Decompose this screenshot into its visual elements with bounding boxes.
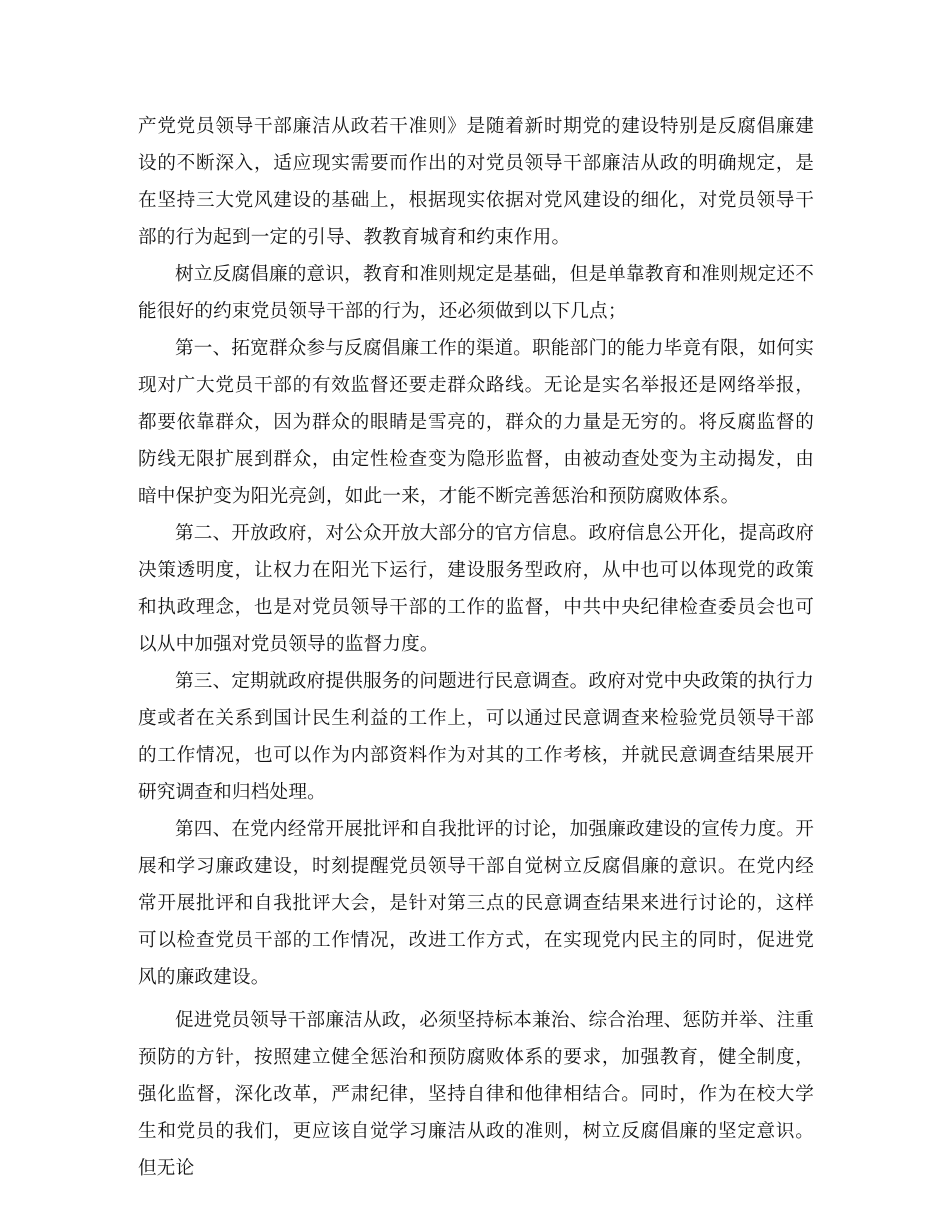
document-body: [138, 108, 814, 1187]
paragraph-point-3: 第三、定期就政府提供服务的问题进行民意调查。政府对党中央政策的执行力度或者在关系到国计民生利益的工作上，可以通过民意调查来检验党员领导干部的工作情况，也可以作为内部资料作为对其的工作考核，并就民意调查结果展开研究调查和归档处理。: [138, 671, 814, 803]
paragraph-point-2: 第二、开放政府，对公众开放大部分的官方信息。政府信息公开化，提高政府决策透明度，让权力在阳光下运行，建设服务型政府，从中也可以体现党的政策和执政理念，也是对党员领导干部的工作的监督，中共中央纪律检查委员会也可以从中加强对党员领导的监督力度。: [138, 523, 814, 655]
paragraph-awareness: 树立反腐倡廉的意识，教育和准则规定是基础，但是单靠教育和准则规定还不能很好的约束党员领导干部的行为，还必须做到以下几点；: [138, 264, 814, 322]
paragraph-intro-continued: 产党党员领导干部廉洁从政若干准则》是随着新时期党的建设特别是反腐倡廉建设的不断深入，适应现实需要而作出的对党员领导干部廉洁从政的明确规定，是在坚持三大党风建设的基础上，根据现实依据对党风建设的细化，对党员领导干部的行为起到一定的引导、教教育城育和约束作用。: [138, 116, 814, 248]
paragraph-conclusion: 促进党员领导干部廉洁从政，必须坚持标本兼治、综合治理、惩防并举、注重预防的方针，按照建立健全惩治和预防腐败体系的要求，加强教育，健全制度，强化监督，深化改革，严肃纪律，坚持自律和他律相结合。同时，作为在校大学生和党员的我们，更应该自觉学习廉洁从政的准则，树立反腐倡廉的坚定意识。但无论: [138, 1010, 814, 1179]
paragraph-point-1: 第一、拓宽群众参与反腐倡廉工作的渠道。职能部门的能力毕竟有限，如何实现对广大党员干部的有效监督还要走群众路线。无论是实名举报还是网络举报，都要依靠群众，因为群众的眼睛是雪亮的，群众的力量是无穷的。将反腐监督的防线无限扩展到群众，由定性检查变为隐形监督，由被动查处变为主动揭发，由暗中保护变为阳光亮剑，如此一来，才能不断完善惩治和预防腐败体系。: [138, 338, 814, 507]
paragraph-point-4: 第四、在党内经常开展批评和自我批评的讨论，加强廉政建设的宣传力度。开展和学习廉政建设，时刻提醒党员领导干部自觉树立反腐倡廉的意识。在党内经常开展批评和自我批评大会，是针对第三点的民意调查结果来进行讨论的，这样可以检查党员干部的工作情况，改进工作方式，在实现党内民主的同时，促进党风的廉政建设。: [138, 819, 814, 988]
